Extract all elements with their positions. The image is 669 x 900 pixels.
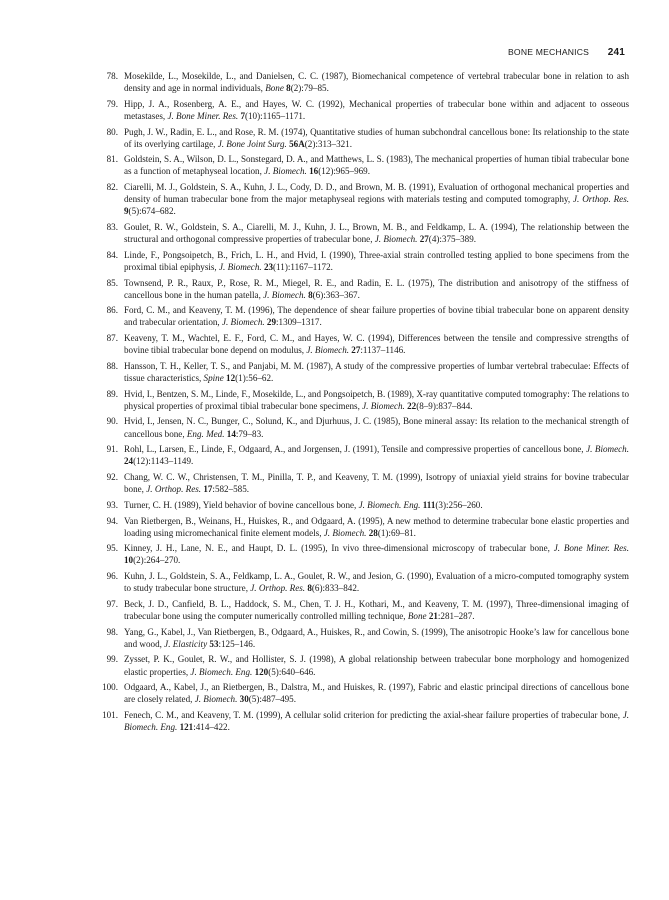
- journal-title: J. Biomech.: [194, 694, 238, 705]
- journal-title: J. Biomech.: [264, 166, 307, 177]
- volume-number: 8: [307, 583, 312, 594]
- citation-text: (5):487–495.: [248, 694, 296, 705]
- reference-number: 89.: [106, 388, 118, 399]
- reference-item: [106, 126, 629, 150]
- journal-title: J. Biomech.: [586, 444, 629, 455]
- reference-item: [106, 277, 629, 301]
- reference-number: 82.: [106, 182, 118, 193]
- reference-item: [106, 388, 629, 412]
- reference-number: 92.: [106, 472, 118, 483]
- citation-text: Hvid, I., Jensen, N. C., Bunger, C., Solund, K., and Djurhuus, J. C. (1985), Bone mineral assay: Its relation to the mechanical strength of cancellous bone,: [124, 416, 629, 439]
- reference-text: [124, 249, 629, 273]
- reference-item: [106, 499, 629, 511]
- reference-number: 98.: [106, 626, 118, 637]
- reference-number: 86.: [106, 305, 118, 316]
- running-head: [508, 47, 625, 58]
- reference-text: [124, 304, 629, 328]
- reference-text: [124, 443, 629, 467]
- reference-item: [106, 653, 629, 677]
- citation-text: (11):1167–1172.: [273, 261, 333, 272]
- citation-text: Chang, W. C. W., Christensen, T. M., Pinilla, T. P., and Keaveny, T. M. (1999), Isotropy of uniaxial yield strains for bovine trabecular bone,: [124, 472, 629, 495]
- citation-text: Van Rietbergen, B., Weinans, H., Huiskes, R., and Odgaard, A. (1995), A new method to determine trabecular bone elastic properties and loading using micromechanical finite element models,: [124, 515, 629, 538]
- journal-title: J. Biomech.: [362, 400, 405, 411]
- reference-text: [124, 153, 629, 177]
- volume-number: 23: [263, 261, 274, 272]
- volume-number: 16: [309, 166, 319, 177]
- journal-title: J. Biomech. Eng.: [190, 666, 253, 677]
- reference-text: [124, 388, 629, 412]
- citation-text: Yang, G., Kabel, J., Van Rietbergen, B., Odgaard, A., Huiskes, R., and Cowin, S. (1999), The anisotropic Hooke’s law for cancellous bone and wood,: [124, 626, 629, 649]
- reference-item: [102, 709, 629, 733]
- reference-item: [106, 181, 630, 217]
- reference-number: 97.: [106, 598, 118, 609]
- volume-number: 121: [179, 722, 194, 733]
- reference-number: 93.: [106, 499, 118, 510]
- citation-text: Kuhn, J. L., Goldstein, S. A., Feldkamp, L. A., Goulet, R. W., and Jesion, G. (1990), Evaluation of a micro-computed tomography system to study trabecular bone structure,: [124, 571, 629, 594]
- journal-title: J. Biomech.: [306, 345, 350, 356]
- journal-title: Bone: [265, 83, 284, 94]
- citation-text: Odgaard, A., Kabel, J., an Rietbergen, B., Dalstra, M., and Huiskes, R. (1997), Fabric and elastic principal directions of cancellous bone are closely related,: [124, 682, 629, 705]
- reference-item: [106, 360, 629, 384]
- reference-item: [106, 570, 629, 594]
- reference-text: [124, 181, 629, 217]
- reference-number: 78.: [106, 71, 118, 81]
- reference-number: 83.: [106, 222, 118, 232]
- reference-text: [124, 709, 629, 733]
- journal-title: J. Biomech.: [374, 234, 418, 245]
- reference-item: [106, 542, 629, 566]
- reference-number: 84.: [106, 249, 118, 260]
- citation-text: Pugh, J. W., Radin, E. L., and Rose, R. M. (1974), Quantitative studies of human subchondral cancellous bone: Its relationship to the state of its overlying cartilage,: [124, 126, 629, 149]
- journal-title: Spine: [203, 373, 224, 383]
- journal-title: J. Elasticity: [164, 638, 208, 649]
- reference-text: [124, 70, 629, 94]
- citation-text: :79–83.: [235, 428, 264, 439]
- reference-text: [124, 626, 629, 650]
- citation-text: Ciarelli, M. J., Goldstein, S. A., Kuhn, J. L., Cody, D. D., and Brown, M. B. (1991), Evaluation of orthogonal mechanical properties and density of human trabecular bone from the major metaphyseal regions with materials testing and computed tomography,: [124, 182, 629, 205]
- reference-number: 85.: [106, 277, 118, 288]
- reference-number: 94.: [106, 515, 118, 526]
- reference-item: [106, 515, 629, 539]
- citation-text: (4):375–389.: [428, 234, 477, 245]
- journal-title: J. Biomech.: [323, 527, 367, 538]
- reference-list: [102, 70, 630, 737]
- volume-number: 111: [422, 499, 436, 510]
- citation-text: :281–287.: [437, 610, 475, 621]
- volume-number: 22: [407, 400, 417, 411]
- reference-item: [106, 415, 629, 439]
- running-head-title: BONE MECHANICS: [508, 47, 590, 57]
- journal-title: J. Bone Miner. Res.: [553, 543, 629, 554]
- reference-text: [124, 598, 629, 622]
- reference-item: [106, 626, 629, 650]
- citation-text: :1137–1146.: [360, 345, 406, 356]
- volume-number: 9: [124, 206, 129, 217]
- citation-text: Fenech, C. M., and Keaveny, T. M. (1999), A cellular solid criterion for predicting the axial-shear failure properties of trabecular bone,: [124, 709, 623, 720]
- journal-title: J. Biomech. Eng.: [124, 709, 629, 733]
- volume-number: 8: [308, 289, 313, 300]
- reference-number: 95.: [106, 543, 118, 554]
- volume-number: 12: [226, 373, 236, 383]
- journal-title: J. Biomech. Eng.: [358, 499, 421, 510]
- citation-text: Ford, C. M., and Keaveny, T. M. (1996), The dependence of shear failure properties of bovine tibial trabecular bone on apparent density and trabecular orientation,: [124, 305, 629, 328]
- citation-text: :414–422.: [193, 722, 230, 733]
- reference-text: [124, 542, 629, 566]
- citation-text: (6):363–367.: [312, 289, 360, 300]
- citation-text: (2):313–321.: [304, 138, 352, 149]
- reference-item: [106, 471, 629, 495]
- volume-number: 120: [254, 666, 269, 677]
- citation-text: (3):256–260.: [435, 499, 483, 510]
- reference-text: [124, 570, 629, 594]
- reference-number: 101.: [102, 709, 118, 720]
- volume-number: 28: [368, 527, 378, 538]
- citation-text: Rohl, L., Larsen, E., Linde, F., Odgaard, A., and Jorgensen, J. (1991), Tensile and compressive properties of cancellous bone,: [124, 444, 587, 455]
- citation-text: (2):264–270.: [133, 555, 181, 566]
- reference-text: [124, 415, 629, 439]
- reference-item: [106, 598, 629, 622]
- reference-number: 87.: [106, 333, 118, 344]
- citation-text: Hipp, J. A., Rosenberg, A. E., and Hayes, W. C. (1992), Mechanical properties of trabecular bone within and adjacent to osseous metastases,: [124, 98, 629, 121]
- citation-text: (6):833–842.: [311, 583, 360, 594]
- reference-item: [106, 332, 629, 356]
- reference-item: [102, 681, 629, 705]
- volume-number: 10: [124, 555, 134, 566]
- citation-text: Goldstein, S. A., Wilson, D. L., Sonstegard, D. A., and Matthews, L. S. (1983), The mechanical properties of human tibial trabecular bone as a function of metaphyseal location,: [124, 154, 629, 177]
- citation-text: Linde, F., Pongsoipetch, B., Frich, L. H., and Hvid, I. (1990), Three-axial strain controlled testing applied to bone specimens from the proximal tibial epiphysis,: [124, 249, 629, 272]
- volume-number: 30: [239, 694, 249, 705]
- journal-title: J. Bone Joint Surg.: [217, 138, 287, 149]
- reference-text: [124, 98, 629, 122]
- citation-text: Kinney, J. H., Lane, N. E., and Haupt, D. L. (1995), In vivo three-dimensional microscopy of trabecular bone,: [124, 543, 554, 554]
- reference-item: [106, 249, 629, 273]
- reference-item: [106, 98, 629, 122]
- citation-text: (1):69–81.: [377, 527, 416, 538]
- citation-text: Keaveny, T. M., Wachtel, E. F., Ford, C. M., and Hayes, W. C. (1994), Differences between the tensile and compressive strengths of bovine tibial trabecular bone depend on modulus,: [124, 333, 629, 356]
- volume-number: 21: [428, 610, 438, 621]
- reference-item: [106, 221, 629, 245]
- citation-text: Mosekilde, L., Mosekilde, L., and Danielsen, C. C. (1987), Biomechanical competence of vertebral trabecular bone in relation to ash density and age in normal individuals,: [124, 71, 629, 94]
- journal-title: J. Biomech.: [218, 261, 262, 272]
- volume-number: 56A: [289, 138, 305, 149]
- volume-number: 14: [226, 428, 236, 439]
- citation-text: (12):1143–1149.: [133, 456, 194, 467]
- volume-number: 24: [124, 456, 134, 467]
- volume-number: 7: [240, 110, 245, 121]
- reference-item: [106, 443, 629, 467]
- citation-text: (5):640–646.: [268, 666, 316, 677]
- reference-text: [124, 360, 629, 384]
- journal-title: J. Bone Miner. Res.: [167, 110, 239, 121]
- citation-text: Hvid, I., Bentzen, S. M., Linde, F., Mosekilde, L., and Pongsoipetch, B. (1989), X-ray quantitative computed tomography: The relations to physical properties of proximal tibial trabecular bone specimens,: [124, 388, 629, 411]
- citation-text: :582–585.: [212, 484, 250, 495]
- reference-text: [124, 471, 629, 495]
- reference-number: 100.: [102, 682, 118, 693]
- reference-number: 79.: [106, 98, 118, 109]
- reference-number: 96.: [106, 571, 118, 582]
- citation-text: Townsend, P. R., Raux, P., Rose, R. M., Miegel, R. E., and Radin, E. L. (1975), The distribution and anisotropy of the stiffness of cancellous bone in the human patella,: [124, 277, 629, 300]
- journal-title: Bone: [407, 610, 427, 621]
- reference-number: 99.: [106, 654, 118, 665]
- reference-text: [124, 332, 629, 356]
- reference-text: [124, 126, 629, 150]
- citation-text: :125–146.: [218, 638, 256, 649]
- reference-text: [124, 681, 629, 705]
- reference-number: 91.: [106, 444, 118, 455]
- page-number: 241: [607, 47, 625, 58]
- reference-number: 81.: [106, 154, 118, 165]
- volume-number: 8: [286, 83, 291, 94]
- volume-number: 27: [419, 234, 429, 245]
- volume-number: 53: [209, 638, 219, 649]
- citation-text: Goulet, R. W., Goldstein, S. A., Ciarelli, M. J., Kuhn, J. L., Brown, M. B., and Feldkamp, L. A. (1994), The relationship between the structural and orthogonal compressive properties of trabecular bone,: [124, 222, 629, 245]
- citation-text: (10):1165–1171.: [244, 110, 306, 121]
- reference-text: [124, 653, 629, 677]
- citation-text: Beck, J. D., Canfield, B. L., Haddock, S. M., Chen, T. J. H., Kothari, M., and Keaveny, T. M. (1997), Three-dimensional imaging of trabecular bone using the computer numerically controlled milling technique,: [124, 598, 629, 621]
- journal-title: J. Orthop. Res.: [146, 484, 202, 495]
- reference-text: [124, 499, 629, 511]
- volume-number: 17: [203, 484, 213, 495]
- citation-text: Zysset, P. K., Goulet, R. W., and Hollister, S. J. (1998), A global relationship between trabecular bone morphology and homogenized elastic properties,: [124, 654, 629, 677]
- reference-item: [106, 153, 629, 177]
- volume-number: 29: [266, 317, 277, 328]
- journal-title: Eng. Med.: [186, 428, 225, 439]
- citation-text: Hansson, T. H., Keller, T. S., and Panjabi, M. M. (1987), A study of the compressive properties of lumbar vertebral trabeculae: Effects of tissue characteristics,: [124, 360, 629, 383]
- journal-title: J. Orthop. Res.: [250, 583, 306, 594]
- reference-item: [106, 70, 629, 94]
- citation-text: (8–9):837–844.: [416, 400, 473, 411]
- citation-text: (5):674–682.: [128, 206, 176, 217]
- citation-text: (12):965–969.: [318, 166, 370, 177]
- citation-text: (2):79–85.: [290, 83, 329, 94]
- reference-item: [106, 304, 629, 328]
- reference-text: [124, 221, 629, 245]
- reference-number: 80.: [106, 126, 118, 137]
- journal-title: J. Biomech.: [263, 289, 306, 300]
- citation-text: (1):56–62.: [235, 373, 274, 383]
- reference-number: 90.: [106, 416, 118, 427]
- citation-text: :1309–1317.: [276, 317, 322, 328]
- reference-text: [124, 277, 629, 301]
- reference-text: [124, 515, 629, 539]
- journal-title: J. Biomech.: [221, 317, 265, 328]
- volume-number: 27: [351, 345, 361, 356]
- reference-number: 88.: [106, 360, 118, 371]
- citation-text: Turner, C. H. (1989), Yield behavior of bovine cancellous bone,: [124, 499, 359, 510]
- journal-title: J. Orthop. Res.: [573, 194, 630, 205]
